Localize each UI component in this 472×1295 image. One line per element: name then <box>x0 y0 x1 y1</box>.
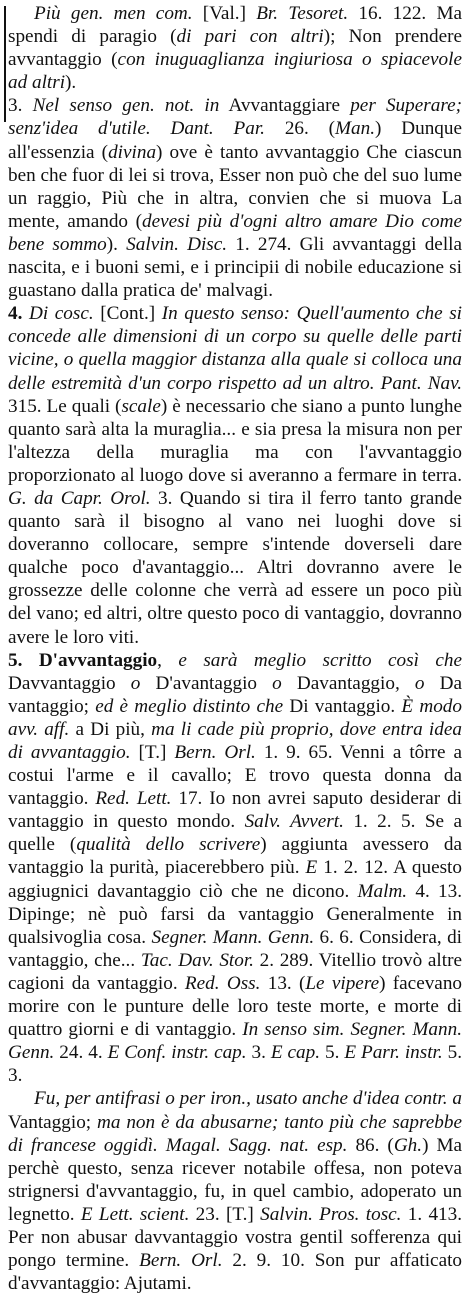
text-run: [Cont.] <box>93 303 162 325</box>
margin-rule <box>4 6 6 122</box>
text-run: ) ove è tanto avvantaggio Che ciascun ben che fuor di lei si trova, Esser non può che del suo lume un raggio, Più che in altra, convien che si muova La mente, amando ( <box>8 141 462 232</box>
text-run: 5. 3. <box>8 1042 463 1087</box>
italic-run: ma li cade più proprio, dove entra idea di avvantaggio. <box>8 718 462 763</box>
italic-run: con inuguaglianza ingiuriosa o spiacevole ad altri <box>8 49 462 94</box>
text-run: ). <box>65 72 77 94</box>
entry-paragraph-5 <box>8 649 462 1088</box>
italic-run: devesi più d'ogni altro amare Dio come bene sommo <box>8 210 463 255</box>
italic-run: Malm. <box>357 880 408 902</box>
italic-run: Gh. <box>393 1134 423 1156</box>
text-run: ) Ma perchè questo, senza ricever notabile offesa, non poteva strignersi d'avvantaggio, fu, in quel cambio, adoperato un legnetto. <box>8 1134 463 1225</box>
entry-paragraph-contr <box>8 1087 462 1295</box>
entry-paragraph-3 <box>8 94 462 302</box>
text-run: 24. 4. <box>54 1042 108 1064</box>
italic-run: Più gen. men com. <box>34 3 193 24</box>
text-run: 1. 274. Gli avvantaggi della nascita, e i buoni semi, e i principii di nobile educazione si guastano dalla pratica de' malvagi. <box>8 233 462 302</box>
text-run: 2. 9. 10. Son pur affaticato d'avvantaggio: Ajutami. <box>8 1250 463 1295</box>
text-run: ) facevano morire con le punture delle loro teste morte, e morte di quattro giorni e di vantaggio. <box>8 972 463 1041</box>
italic-run: Man. <box>335 118 376 140</box>
italic-run: In questo senso: Quell'aumento che si concede alle dimensioni di un corpo su quelle delle parti vicine, o quella maggior distanza alla quale si colloca una delle estremità d'un corpo rispetto ad un altro. Pant. Nav. <box>8 303 463 394</box>
italic-run: ed è meglio distinto che <box>95 695 284 717</box>
italic-run: Segner. Mann. Genn. <box>151 926 315 948</box>
italic-run: Bern. Orl. <box>139 1250 223 1272</box>
text-run: Da vantaggio; <box>8 672 463 717</box>
text-run: 5. <box>320 1042 345 1064</box>
italic-run: E cap. <box>270 1042 321 1064</box>
italic-run: Salvin. Disc. <box>126 233 228 255</box>
italic-run: o <box>272 672 282 694</box>
bold-run: 4. <box>8 303 23 325</box>
text-run: ) Dunque all'essenzia ( <box>8 118 463 163</box>
text-run: 315. Le quali ( <box>8 395 122 417</box>
text-run: Davantaggio <box>281 672 395 694</box>
italic-run: o <box>130 672 141 694</box>
italic-run: di pari con altri <box>176 26 324 48</box>
italic-run: , o <box>394 672 425 694</box>
bold-run: 5. D'avvantaggio <box>8 649 158 671</box>
text-run: 3. Quando si tira il ferro tanto grande quanto sarà il bisogno al vano nei luoghi dove si doveranno collocare, sempre s'intende doverseli dare qualche poco d'avantaggio... Altri dovranno avere le grossezze delle colonne che verrà ad essere un poco più del vano; ed altri, oltre questo poco di vantaggio, dovranno avere le loro viti. <box>8 487 463 648</box>
italic-run: Bern. Orl. <box>174 742 256 763</box>
text-run: Davvantaggio <box>8 672 131 694</box>
italic-run: E Lett. scient. <box>80 1203 190 1225</box>
italic-run: In senso sim. Segner. Mann. Genn. <box>8 1019 462 1064</box>
italic-run: ma non è da abusarne; tanto più che saprebbe di francese oggidì. Magal. Sagg. nat. esp. <box>8 1111 462 1156</box>
text-run: D'avantaggio <box>140 672 273 694</box>
entry-paragraph-intro <box>8 2 462 94</box>
text-run: 16. 122. Ma spendi di paragio ( <box>8 3 463 48</box>
text-run: 26. ( <box>264 118 336 140</box>
italic-run: E Parr. instr. <box>344 1042 443 1064</box>
text-run: 1. 2. 12. A questo aggiugnici davantaggio ciò che ne dicono. <box>8 857 462 902</box>
text-run: 4. 13. Dipinge; nè può farsi da vantaggio Generalmente in qualsivoglia cosa. <box>8 880 463 948</box>
text-run: 6. 6. Considera, di vantaggio, che... <box>8 926 462 971</box>
text-run: a Di più, <box>69 718 152 740</box>
italic-run: Salv. Avvert. <box>244 811 344 833</box>
italic-run: divina <box>108 141 157 163</box>
text-run: 3. <box>8 95 33 117</box>
text-run: 23. [T.] <box>189 1203 261 1225</box>
italic-run: Tac. Dav. Stor. <box>140 949 254 971</box>
text-run: [T.] <box>130 742 175 763</box>
italic-run: Le vipere <box>305 972 380 994</box>
italic-run: E <box>305 857 318 879</box>
italic-run: per Superare; senz'idea d'utile. Dant. Par. <box>8 95 462 140</box>
text-run: [Val.] <box>192 3 257 24</box>
text-run: 1. 413. Per non abusar davvantaggio vostra gentil sofferenza qui pongo termine. <box>8 1203 463 1272</box>
italic-run: Di cosc. <box>28 303 94 325</box>
text-run: 1. 2. 5. Se a quelle ( <box>8 811 462 856</box>
text-run: 1. 9. 65. Venni a tôrre a costui l'arme e il cavallo; E trovo questa donna da vantaggio. <box>8 742 463 810</box>
italic-run: E Conf. instr. cap. <box>107 1042 247 1064</box>
text-run: , <box>157 649 179 671</box>
italic-run: qualità dello scrivere <box>76 834 261 856</box>
text-run: ) aggiunta avessero da vantaggio la purità, piacerebbero più. <box>8 834 462 879</box>
text-run: ). <box>106 233 127 255</box>
text-run: 17. Io non avrei saputo desiderar di vantaggio in questo mondo. <box>8 788 462 833</box>
entry-paragraph-4 <box>8 302 462 648</box>
text-run: 2. 289. Vitellio trovò altre cagioni da vantaggio. <box>8 949 463 994</box>
italic-run: Red. Lett. <box>95 788 172 810</box>
italic-run: G. da Capr. Orol. <box>8 487 151 509</box>
italic-run: Nel senso gen. not. in <box>32 95 220 117</box>
italic-run: Red. Oss. <box>184 972 261 994</box>
text-run: ) è necessario che siano a punto lunghe quanto sarà alta la muraglia... e sia presa la misura non per l'altezza della muraglia ma con l'avvantaggio proporzionato al luogo dove si averanno a fermare in terra. <box>8 395 462 486</box>
text-run: 13. ( <box>260 972 306 994</box>
italic-run: Salvin. Pros. tosc. <box>260 1203 402 1225</box>
italic-run: scale <box>121 395 161 417</box>
text-run: 86. ( <box>347 1134 394 1156</box>
text-run: ); Non prendere avvantaggio ( <box>8 26 462 71</box>
italic-run: Br. Tesoret. <box>256 3 349 24</box>
text-run: Vantaggio; <box>8 1111 98 1133</box>
text-run <box>22 303 29 324</box>
text-run: 3. <box>246 1042 271 1064</box>
italic-run: È modo avv. aff. <box>8 695 462 740</box>
italic-run: e sarà meglio scritto così che <box>178 649 462 671</box>
text-run: Avvantaggiare <box>219 95 351 117</box>
text-run: Di vantaggio. <box>283 695 402 717</box>
italic-run: Fu, per antifrasi o per iron., usato anche d'idea contr. a <box>34 1088 462 1110</box>
